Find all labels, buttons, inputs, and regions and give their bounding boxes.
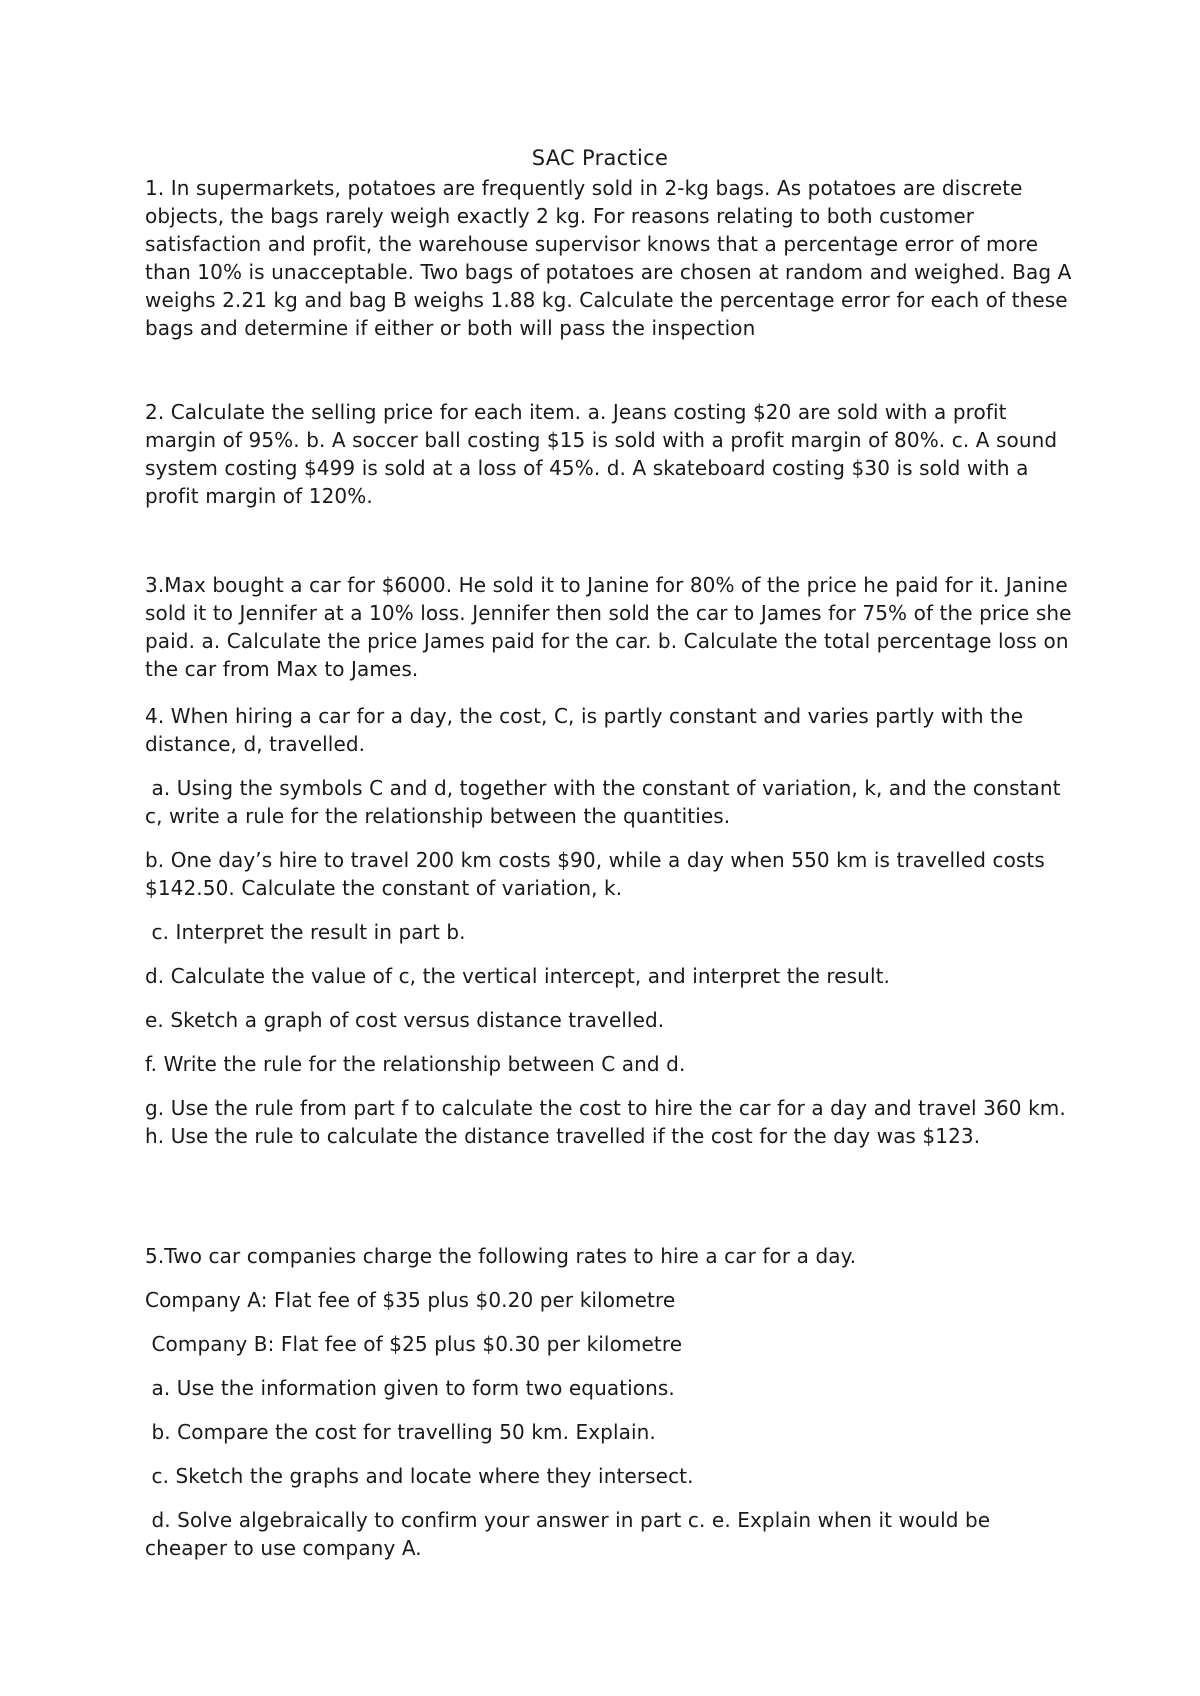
question-5-part-a: a. Use the information given to form two equations. xyxy=(145,1376,675,1400)
question-4-part-d: d. Calculate the value of c, the vertical intercept, and interpret the result. xyxy=(145,964,890,988)
question-4-intro: 4. When hiring a car for a day, the cost, C, is partly constant and varies partly with the distance, d, travelled. xyxy=(145,704,1030,756)
question-3: 3.Max bought a car for $6000. He sold it to Janine for 80% of the price he paid for it. Janine sold it to Jennifer at a 10% loss. Jennifer then sold the car to James for 75% of the price she paid. a. Calculate the price James paid for the car. b. Calculate the total percentage loss on the car from Max to James. xyxy=(145,573,1079,681)
question-5-part-c: c. Sketch the graphs and locate where they intersect. xyxy=(145,1464,694,1488)
question-4-part-b: b. One day’s hire to travel 200 km costs $90, while a day when 550 km is travelled costs $142.50. Calculate the constant of variation, k. xyxy=(145,848,1052,900)
question-4-part-c: c. Interpret the result in part b. xyxy=(145,920,466,944)
question-5-company-a: Company A: Flat fee of $35 plus $0.20 per kilometre xyxy=(145,1288,676,1312)
question-5-company-b: Company B: Flat fee of $25 plus $0.30 per kilometre xyxy=(145,1332,683,1356)
question-1: 1. In supermarkets, potatoes are frequently sold in 2-kg bags. As potatoes are discrete objects, the bags rarely weigh exactly 2 kg. For reasons relating to both customer satisfaction and profit, the warehouse supervisor knows that a percentage error of more than 10% is unacceptable. Two bags of potatoes are chosen at random and weighed. Bag A weighs 2.21 kg and bag B weighs 1.88 kg. Calculate the percentage error for each of these bags and determine if either or both will pass the inspection xyxy=(145,176,1078,340)
question-4-part-f: f. Write the rule for the relationship between C and d. xyxy=(145,1052,686,1076)
question-4-part-e: e. Sketch a graph of cost versus distance travelled. xyxy=(145,1008,665,1032)
question-5-part-de: d. Solve algebraically to confirm your answer in part c. e. Explain when it would be cheaper to use company A. xyxy=(145,1508,997,1560)
page-title: SAC Practice xyxy=(531,146,669,170)
question-5-part-b: b. Compare the cost for travelling 50 km. Explain. xyxy=(145,1420,656,1444)
question-4-part-gh: g. Use the rule from part f to calculate the cost to hire the car for a day and travel 360 km. h. Use the rule to calculate the distance travelled if the cost for the day was $123. xyxy=(145,1096,1073,1148)
question-5-intro: 5.Two car companies charge the following rates to hire a car for a day. xyxy=(145,1244,857,1268)
question-2: 2. Calculate the selling price for each item. a. Jeans costing $20 are sold with a profit margin of 95%. b. A soccer ball costing $15 is sold with a profit margin of 80%. c. A sound system costing $499 is sold at a loss of 45%. d. A skateboard costing $30 is sold with a profit margin of 120%. xyxy=(145,400,1064,508)
question-4-part-a: a. Using the symbols C and d, together with the constant of variation, k, and the constant c, write a rule for the relationship between the quantities. xyxy=(145,776,1068,828)
